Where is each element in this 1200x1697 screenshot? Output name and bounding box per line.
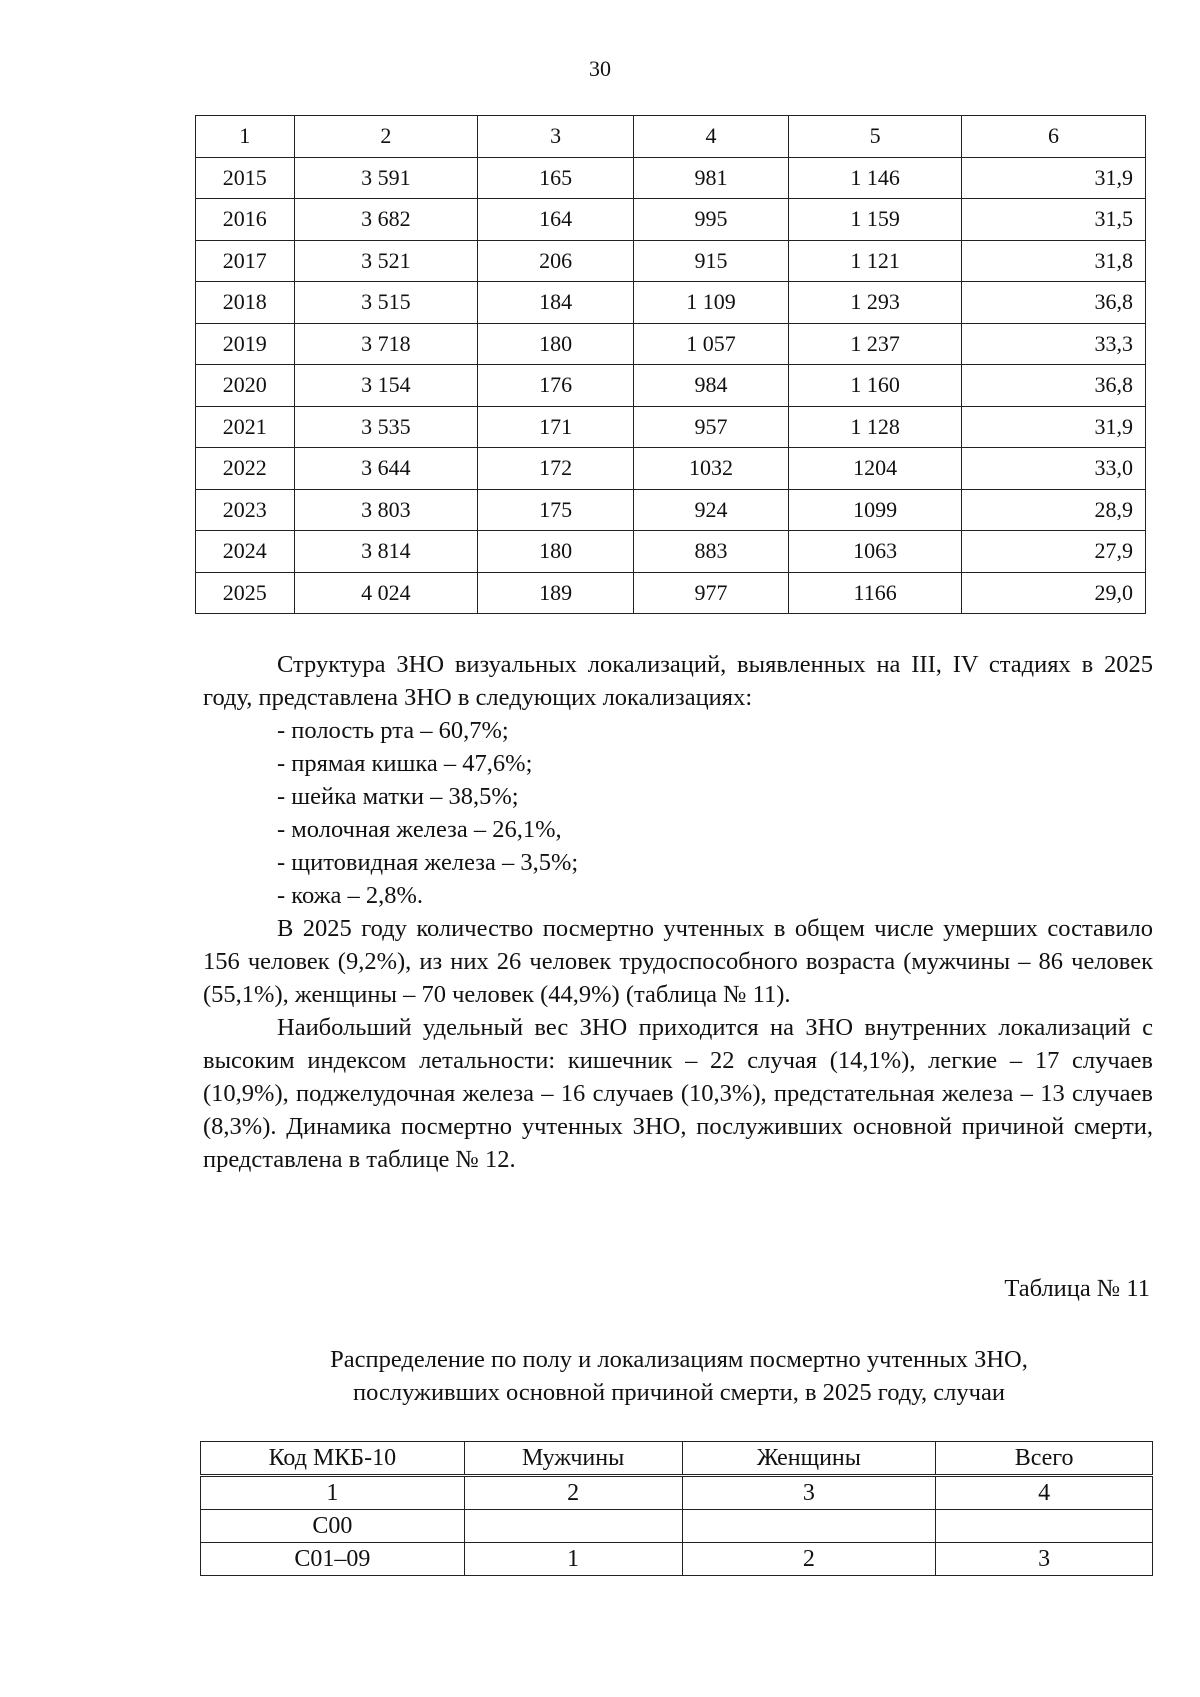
table-cell: 31,9 [962,406,1146,448]
table-cell: 2017 [196,240,295,282]
table-header-row [196,116,1146,158]
table-cell: 957 [633,406,788,448]
column-header: Мужчины [464,1442,682,1476]
table-cell: 36,8 [962,282,1146,324]
paragraph-posthumous: В 2025 году количество посмертно учтенных в общем числе умерших составило 156 человек (9,2%), из них 26 человек трудоспособного возраста (мужчины – 86 человек (55,1%), женщины – 70 человек (44,9%) (таблица № 11). [203,915,1153,1008]
table-cell: 4 024 [294,572,478,614]
table-cell: 6 [962,116,1146,158]
table-cell [464,1510,682,1543]
table-row [196,489,1146,531]
table-cell: 924 [633,489,788,531]
table-cell: С00 [201,1510,465,1543]
table-cell: 1 237 [789,323,962,365]
paragraph-structure: Структура ЗНО визуальных локализаций, выявленных на III, IV стадиях в 2025 году, представлена ЗНО в следующих локализациях: [203,651,1153,711]
list-item: - молочная железа – 26,1%, [277,816,562,843]
table-cell: 4 [633,116,788,158]
table-cell: 33,0 [962,448,1146,490]
table-row [201,1510,1153,1543]
table-cell: 995 [633,199,788,241]
list-item: - прямая кишка – 47,6%; [277,750,533,777]
table-cell: 1 160 [789,365,962,407]
table-cell: 1 [201,1476,465,1510]
table-cell: 1166 [789,572,962,614]
table-number-label: Таблица № 11 [1004,1275,1150,1302]
table-cell: 1 [464,1543,682,1576]
table-cell: 1 [196,116,295,158]
table-row [196,406,1146,448]
table-cell [682,1510,936,1543]
table-caption [200,1343,1158,1409]
page-number: 30 [589,56,611,81]
table-cell: 2022 [196,448,295,490]
table-cell: 1 128 [789,406,962,448]
table-cell: 1 159 [789,199,962,241]
table-cell: 2016 [196,199,295,241]
list-item: - шейка матки – 38,5%; [277,783,519,810]
table-cell: 31,8 [962,240,1146,282]
table-cell: 3 [478,116,633,158]
table-cell: 3 535 [294,406,478,448]
table-cell: 3 515 [294,282,478,324]
table-cell: 3 814 [294,531,478,573]
table-cell: 1204 [789,448,962,490]
table-cell: 2024 [196,531,295,573]
table-cell: 164 [478,199,633,241]
table-cell: 2025 [196,572,295,614]
table-cell: 3 803 [294,489,478,531]
table-cell: 2021 [196,406,295,448]
table-cell: 2020 [196,365,295,407]
table-row [196,282,1146,324]
table-cell: С01–09 [201,1543,465,1576]
table-cell: 171 [478,406,633,448]
table-cell: 180 [478,531,633,573]
table-cell: 2 [682,1543,936,1576]
table-cell: 27,9 [962,531,1146,573]
table-row [196,531,1146,573]
table-cell: 883 [633,531,788,573]
table-cell: 2 [464,1476,682,1510]
caption-line: послуживших основной причиной смерти, в 2025 году, случаи [353,1379,1005,1406]
table-cell: 36,8 [962,365,1146,407]
table-cell: 1 057 [633,323,788,365]
table-row [196,448,1146,490]
column-header: Женщины [682,1442,936,1476]
table-cell: 3 718 [294,323,478,365]
table-cell: 2 [294,116,478,158]
table-row [196,365,1146,407]
table-cell: 175 [478,489,633,531]
table-cell: 176 [478,365,633,407]
table-cell: 33,3 [962,323,1146,365]
table-cell: 1 146 [789,157,962,199]
table-cell: 984 [633,365,788,407]
table-cell: 28,9 [962,489,1146,531]
caption-line: Распределение по полу и локализациям посмертно учтенных ЗНО, [330,1346,1028,1373]
localization-list [203,714,1153,912]
table-cell: 180 [478,323,633,365]
table-cell: 206 [478,240,633,282]
table-cell: 4 [936,1476,1153,1510]
table-cell: 1063 [789,531,962,573]
table-cell: 3 [682,1476,936,1510]
table-cell: 3 644 [294,448,478,490]
table-cell: 184 [478,282,633,324]
body-text [203,648,1153,1176]
table-cell: 977 [633,572,788,614]
table-11 [200,1441,1153,1576]
table-cell: 1 109 [633,282,788,324]
table-cell: 189 [478,572,633,614]
table-cell: 2019 [196,323,295,365]
paragraph-lethality: Наибольший удельный вес ЗНО приходится на ЗНО внутренних локализаций с высоким индексом летальности: кишечник – 22 случая (14,1%), легкие – 17 случаев (10,9%), поджелудочная железа – 16 случаев (10,3%), предстательная железа – 13 случаев (8,3%). Динамика посмертно учтенных ЗНО, послуживших основной причиной смерти, представлена в таблице № 12. [203,1014,1153,1173]
table-row [196,572,1146,614]
table-cell: 165 [478,157,633,199]
table-cell: 3 521 [294,240,478,282]
table-cell: 981 [633,157,788,199]
table-cell: 2023 [196,489,295,531]
table-cell: 3 682 [294,199,478,241]
table-cell: 3 154 [294,365,478,407]
table-cell: 1099 [789,489,962,531]
table-cell: 1 293 [789,282,962,324]
table-row [201,1543,1153,1576]
table-row [196,199,1146,241]
table-cell: 31,9 [962,157,1146,199]
table-cell: 172 [478,448,633,490]
column-header: Код МКБ-10 [201,1442,465,1476]
table-header-row [201,1442,1153,1476]
table-cell: 29,0 [962,572,1146,614]
table-cell: 2018 [196,282,295,324]
table-row [196,157,1146,199]
table-cell: 3 591 [294,157,478,199]
table-cell [936,1510,1153,1543]
list-item: - кожа – 2,8%. [277,882,424,909]
column-header: Всего [936,1442,1153,1476]
table-row [196,323,1146,365]
list-item: - полость рта – 60,7%; [277,717,509,744]
list-item: - щитовидная железа – 3,5%; [277,849,579,876]
table-cell: 1032 [633,448,788,490]
table-cell: 2015 [196,157,295,199]
table-cell: 31,5 [962,199,1146,241]
table-cell: 3 [936,1543,1153,1576]
table-cell: 915 [633,240,788,282]
table-row [201,1476,1153,1510]
table-row [196,240,1146,282]
data-table-by-year [195,115,1146,614]
table-cell: 5 [789,116,962,158]
table-cell: 1 121 [789,240,962,282]
